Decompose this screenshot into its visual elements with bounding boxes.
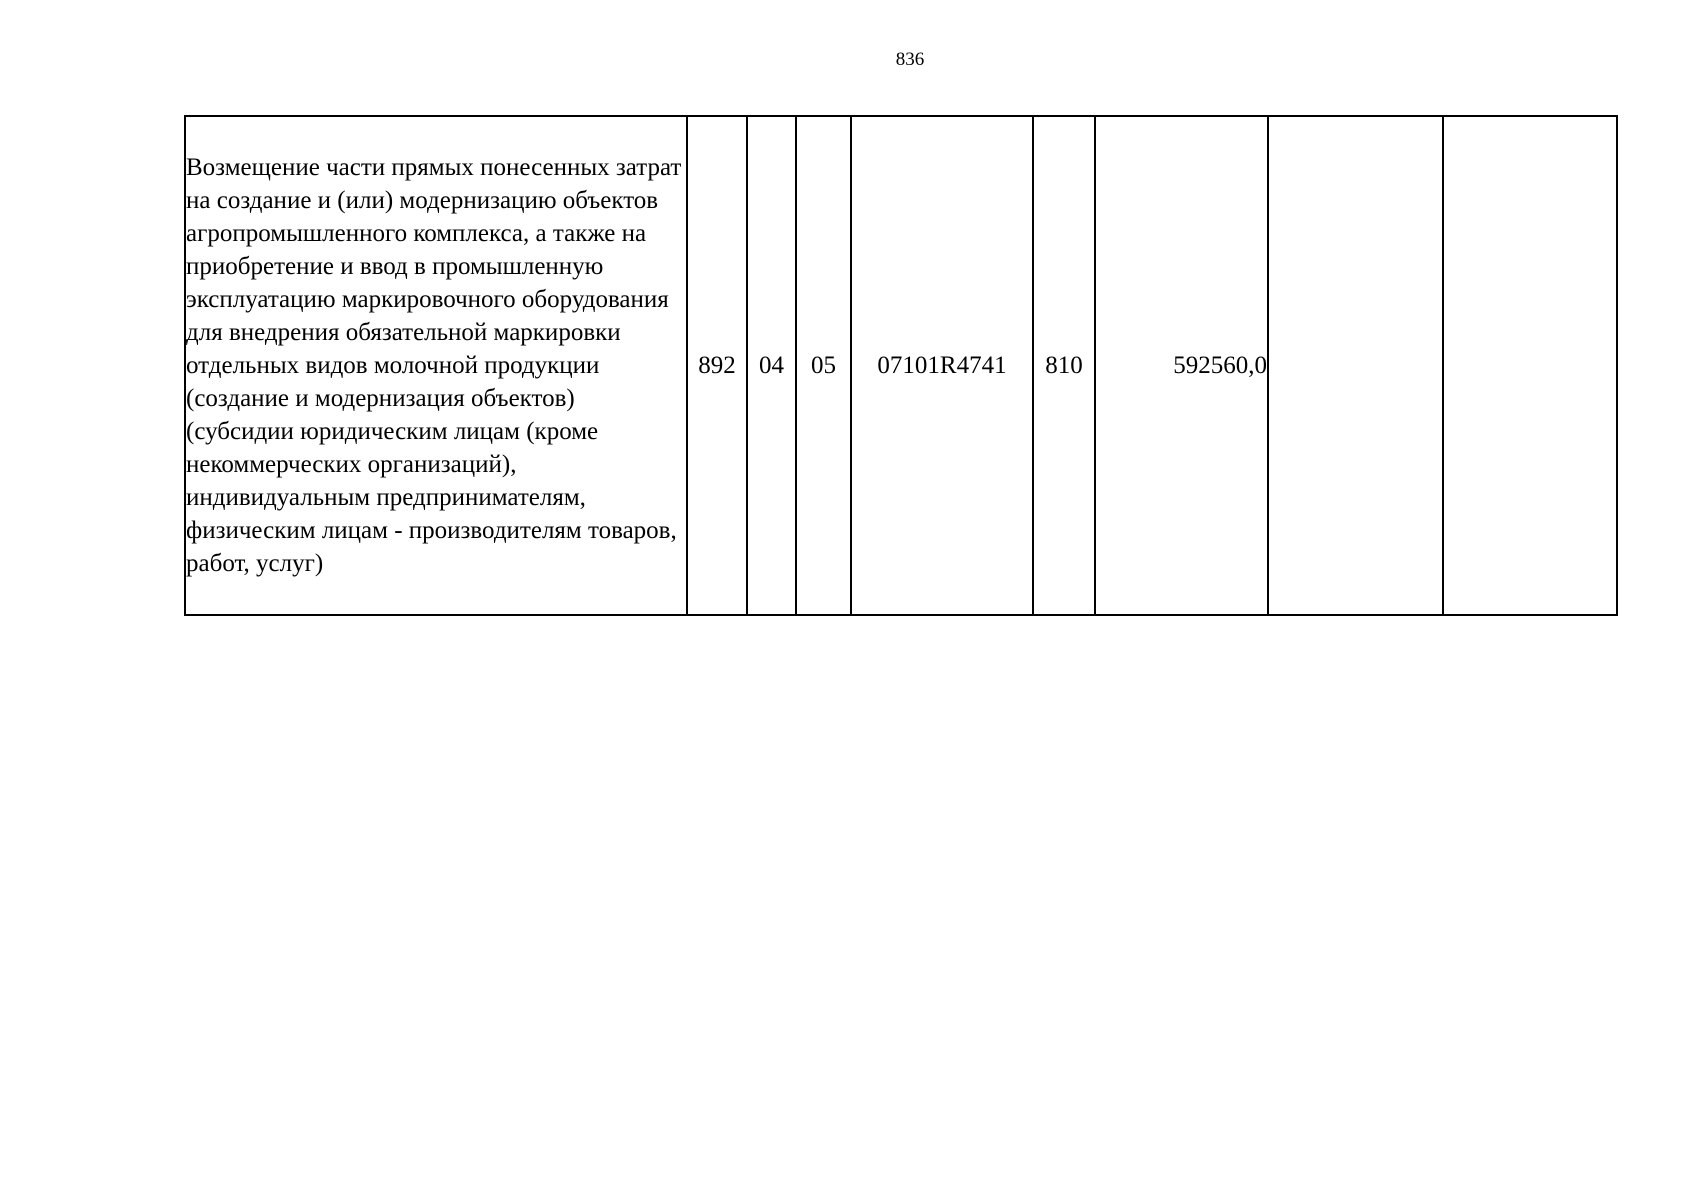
table-body <box>185 116 1617 615</box>
row-amount-3 <box>1443 116 1617 615</box>
row-description: Возмещение части прямых понесенных затрат на создание и (или) модернизацию объектов агропромышленного комплекса, а также на приобретение и ввод в промышленную эксплуатацию маркировочного оборудования для внедрения обязательной маркировки отдельных видов молочной продукции (создание и модернизация объектов) (субсидии юридическим лицам (кроме некоммерческих организаций), индивидуальным предпринимателям, физическим лицам - производителям товаров, работ, услуг) <box>185 116 687 615</box>
row-expense-type-code: 810 <box>1033 116 1095 615</box>
row-target-article-code: 07101R4741 <box>851 116 1033 615</box>
row-grbs-code: 892 <box>687 116 747 615</box>
row-section-code: 04 <box>747 116 796 615</box>
row-amount-2 <box>1268 116 1443 615</box>
row-amount-1: 592560,0 <box>1095 116 1268 615</box>
row-subsection-code: 05 <box>796 116 851 615</box>
page-number: 836 <box>895 49 925 70</box>
budget-table <box>184 115 1618 616</box>
table-row <box>185 116 1617 615</box>
